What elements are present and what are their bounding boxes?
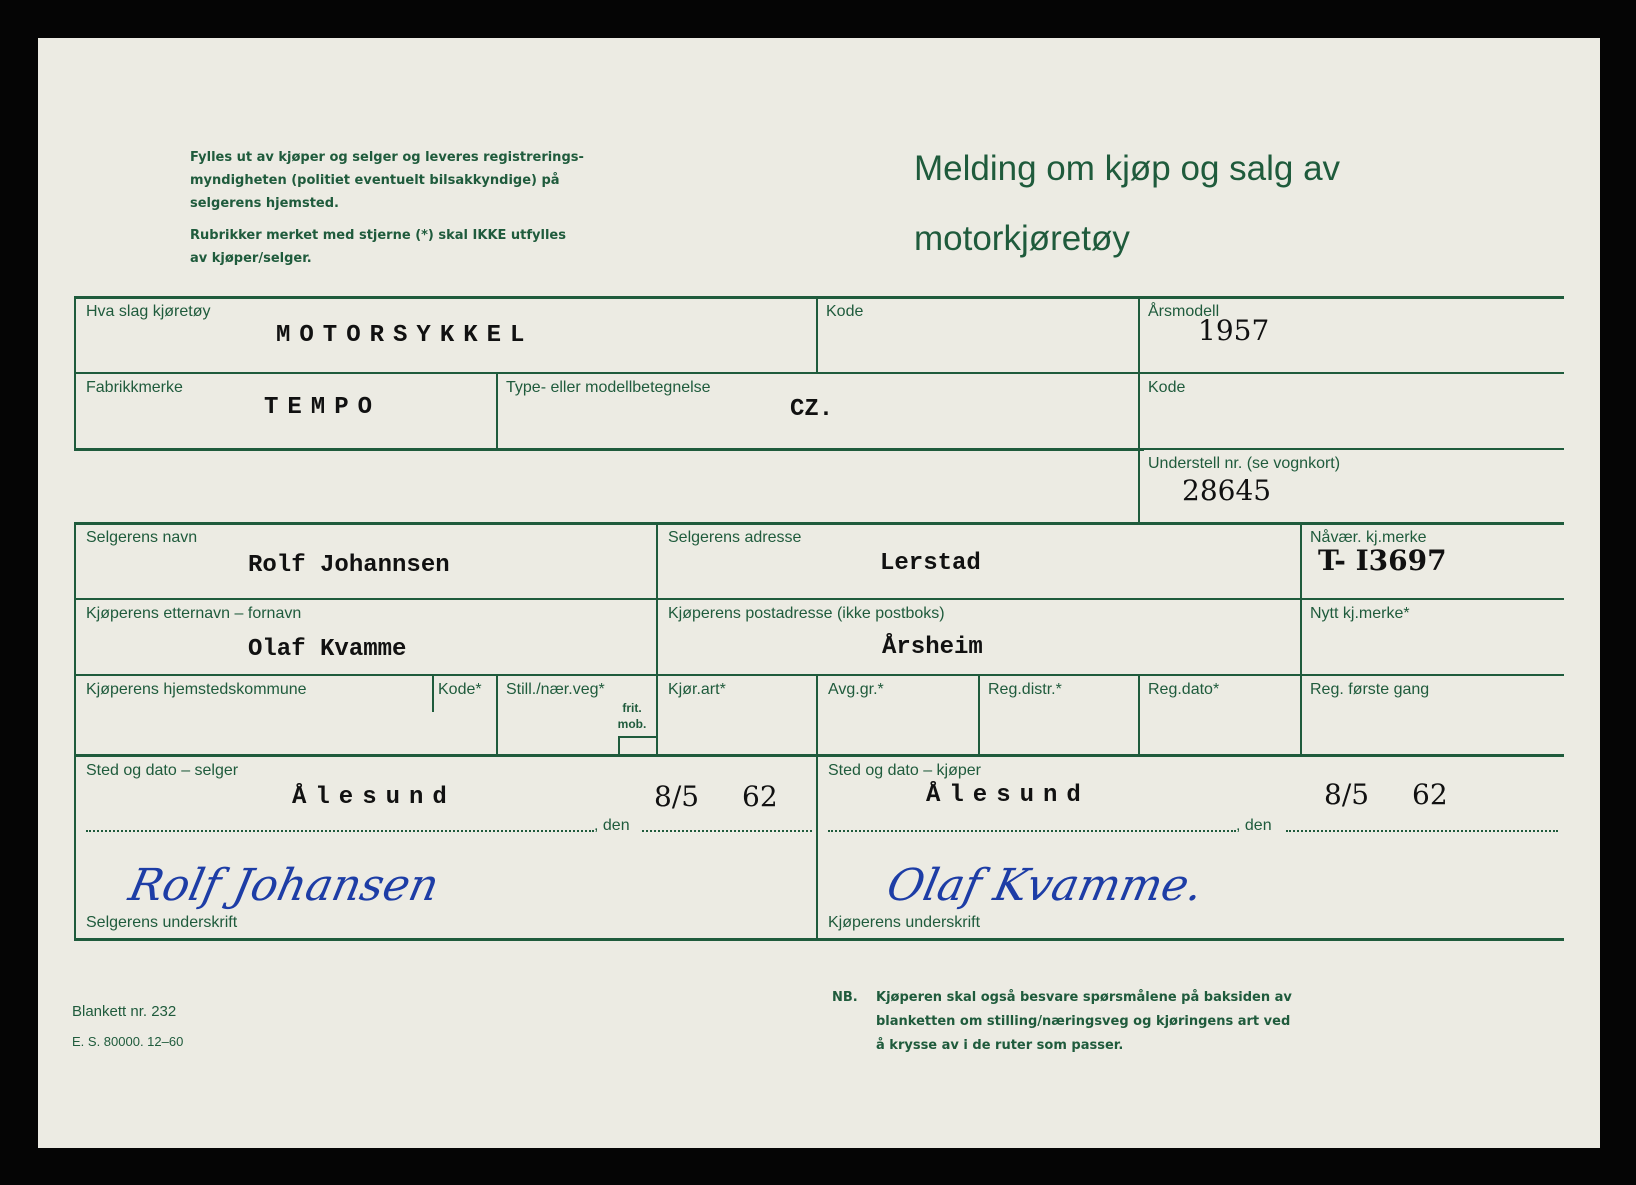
buyer-place-label: Sted og dato – kjøper: [828, 762, 981, 779]
frit-label: frit.: [622, 701, 642, 715]
buyer-year-value: 62: [1412, 778, 1448, 811]
chassis-value: 28645: [1182, 474, 1272, 507]
nb-note: [876, 986, 1376, 1058]
buyer-address-label: Kjøperens postadresse (ikke postboks): [668, 605, 945, 622]
seller-year-value: 62: [742, 780, 778, 813]
buyer-name-label: Kjøperens etternavn – fornavn: [86, 605, 302, 622]
model-value: CZ.: [790, 396, 834, 423]
nb-label: NB.: [832, 990, 858, 1005]
rule: [74, 522, 76, 940]
instruction-line: av kjøper/selger.: [190, 251, 312, 266]
buyer-name-value: Olaf Kvamme: [248, 636, 407, 663]
print-number: E. S. 80000. 12–60: [72, 1034, 184, 1049]
nb-line: Kjøperen skal også besvare spørsmålene på baksiden av: [876, 990, 1292, 1005]
rule: [656, 522, 658, 676]
rule: [74, 372, 1564, 374]
mob-label: mob.: [617, 717, 647, 731]
vehicle-type-label: Hva slag kjøretøy: [86, 303, 211, 320]
instruction-line: Rubrikker merket med stjerne (*) skal IKKE utfylles: [190, 228, 566, 243]
dotted-line: [828, 830, 1236, 832]
rule: [74, 598, 1564, 600]
rule: [74, 296, 76, 450]
rule: [1138, 448, 1564, 450]
seller-name-label: Selgerens navn: [86, 529, 198, 546]
regdato-label: Reg.dato*: [1148, 681, 1220, 698]
current-plate-value: T- I3697: [1318, 544, 1447, 577]
rule: [496, 372, 498, 450]
rule: [74, 938, 1564, 941]
dotted-line: [642, 830, 812, 832]
rule: [74, 754, 1564, 757]
rule: [1300, 522, 1302, 756]
title-line: motorkjøretøy: [914, 219, 1130, 258]
kjorart-label: Kjør.art*: [668, 681, 726, 698]
buyer-date-value: 8/5: [1324, 778, 1370, 811]
dotted-line: [86, 830, 594, 832]
chassis-label: Understell nr. (se vognkort): [1148, 455, 1341, 472]
seller-address-value: Lerstad: [880, 550, 981, 577]
form-title: [914, 134, 1340, 274]
den-label: , den: [1236, 817, 1272, 834]
rule: [816, 296, 818, 374]
rule: [978, 674, 980, 754]
code2-label: Kode: [1148, 379, 1186, 396]
rule: [432, 674, 434, 712]
municipality-label: Kjøperens hjemstedskommune: [86, 681, 307, 698]
model-year-value: 1957: [1198, 314, 1270, 347]
kode-label: Kode*: [438, 681, 482, 698]
occupation-label: Still./nær.veg*: [506, 681, 605, 698]
make-label: Fabrikkmerke: [86, 379, 183, 396]
buyer-place-value: Ålesund: [926, 782, 1090, 809]
nb-line: blanketten om stilling/næringsveg og kjøringens art ved: [876, 1014, 1291, 1029]
form-number: Blankett nr. 232: [72, 1003, 177, 1020]
model-label: Type- eller modellbetegnelse: [506, 379, 711, 396]
avggr-label: Avg.gr.*: [828, 681, 884, 698]
seller-name-value: Rolf Johannsen: [248, 552, 450, 579]
seller-date-value: 8/5: [654, 780, 700, 813]
instruction-line: selgerens hjemsted.: [190, 196, 339, 211]
seller-address-label: Selgerens adresse: [668, 529, 802, 546]
instructions: [190, 146, 660, 270]
buyer-address-value: Årsheim: [882, 634, 983, 661]
nb-line: å krysse av i de ruter som passer.: [876, 1038, 1124, 1053]
rule: [74, 448, 1144, 451]
new-plate-label: Nytt kj.merke*: [1310, 605, 1410, 622]
make-value: TEMPO: [264, 394, 382, 421]
rule: [74, 296, 1564, 299]
code-label: Kode: [826, 303, 864, 320]
rule: [74, 522, 1564, 525]
vehicle-type-value: MOTORSYKKEL: [276, 322, 534, 349]
regforste-label: Reg. første gang: [1310, 681, 1430, 698]
rule: [816, 674, 818, 940]
seller-place-value: Ålesund: [292, 784, 456, 811]
current-plate-label: Nåvær. kj.merke: [1310, 529, 1427, 546]
den-label: , den: [594, 817, 630, 834]
seller-place-label: Sted og dato – selger: [86, 762, 239, 779]
instruction-line: Fylles ut av kjøper og selger og leveres registrerings-: [190, 150, 584, 165]
instruction-line: myndigheten (politiet eventuelt bilsakkyndige) på: [190, 173, 560, 188]
title-line: Melding om kjøp og salg av: [914, 149, 1341, 188]
seller-sig-label: Selgerens underskrift: [86, 914, 238, 931]
rule: [496, 674, 498, 754]
model-year-label: Årsmodell: [1148, 303, 1220, 320]
seller-signature: Rolf Johansen: [124, 860, 444, 911]
regdistr-label: Reg.distr.*: [988, 681, 1062, 698]
form-sheet: [38, 38, 1600, 1148]
frit-mob-label: [614, 700, 650, 732]
rule: [1138, 674, 1140, 754]
rule: [74, 674, 1564, 676]
buyer-sig-label: Kjøperens underskrift: [828, 914, 981, 931]
dotted-line: [1286, 830, 1558, 832]
checkbox: [618, 736, 658, 756]
rule: [1138, 296, 1140, 524]
buyer-signature: Olaf Kvamme.: [882, 860, 1208, 911]
